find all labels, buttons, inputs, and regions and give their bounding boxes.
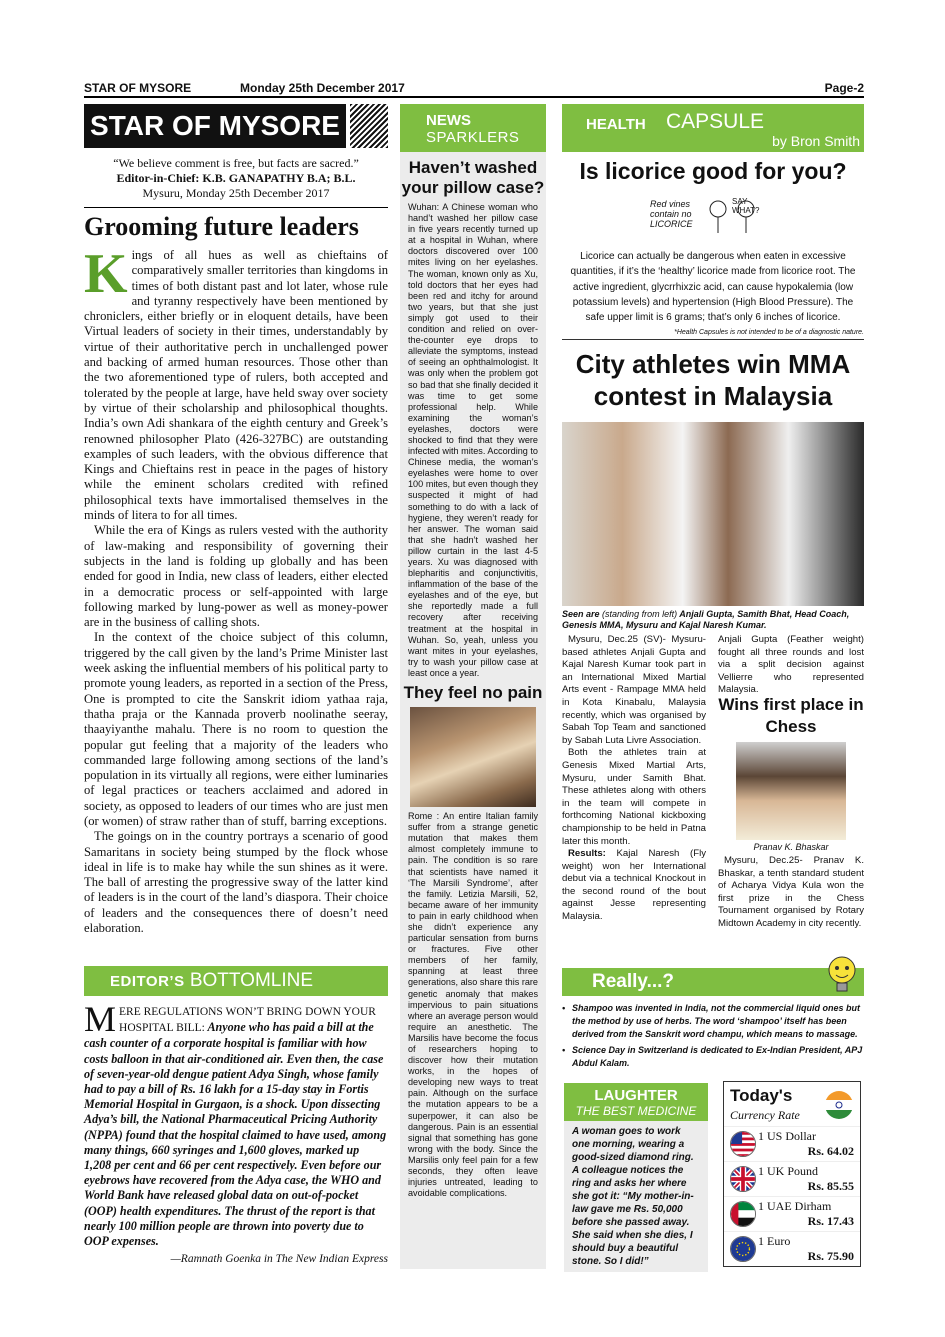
- mma-caption-bold-2: Anjali Gupta, Samith Bhat, Head Coach, Genesis MMA, Mysuru and Kajal Naresh Kumar.: [562, 609, 850, 631]
- header-date: Monday 25th December 2017: [240, 81, 405, 95]
- currency-name: 1 Euro: [758, 1234, 791, 1248]
- mma-headline: City athletes win MMA contest in Malaysia: [575, 349, 851, 412]
- right-column: [562, 104, 864, 631]
- bottomline-section: [84, 966, 388, 1265]
- health-label-bold: HEALTH: [586, 116, 646, 133]
- laughter-box: [564, 1083, 708, 1272]
- health-note: *Health Capsules is not intended to be of a diagnostic nature.: [562, 329, 864, 340]
- licorice-cartoon: [562, 189, 864, 245]
- header-page-number: Page-2: [824, 81, 864, 95]
- really-section: [562, 968, 864, 1070]
- news-sparklers-column: [400, 104, 546, 1269]
- masthead-editor: Editor-in-Chief: K.B. GANAPATHY B.A; B.L.: [116, 171, 356, 185]
- mma-paragraph-1: Mysuru, Dec.25 (SV)- Mysuru-based athletes Anjali Gupta and Kajal Naresh Kumar took part in an International Mixed Martial Arts event - Rampage MMA held in Kota Kinabalu, Malaysia recently, which was organised by Sabah Top Team and sanctioned by Sabah Luta Livre Association.: [562, 634, 706, 746]
- pillow-story-text: Wuhan: A Chinese woman who hand’t washed her pillow case in five years recently turned up at a hospital in Wuhan, where doctors discovered over 100 mites living on her eyelashes. The woman, known only as Xu, told doctors that her eyes had been red and itchy for around two years, but that she just simply got used to their condition and relied on over-the-counter eye drops to alleviate the symptoms, instead of seeing an ophthalmologist. It was only when the problem got so bad that she finally decided it was time to get some professional help. While examining the woman’s eyelashes, doctors were shocked to find that they were infected with mites. According to Chinese media, the woman’s eyelashes were home to over 100 mites, but even though they suspected it might of had something to do with a lack of hygiene, they weren’t ready for her answer. The woman said that she hadn’t washed her pillow curtain in the last 4-5 years. Xu was diagnosed with blepharitis and conjunctivitis, inflammation of the base of the eyelashes and of the eye, but she reportedly made a full recovery after receiving treatment at the hospital in Wuhan. So, yeah, unless you want mites in your eyelashes, try to wash your pillow case at least once a year.: [408, 202, 538, 678]
- cartoon-caption-2: SAY WHAT?: [732, 197, 760, 215]
- really-heading: [562, 968, 864, 996]
- masthead-dateline: Mysuru, Monday 25th December 2017: [142, 186, 330, 200]
- editorial-paragraph-4: The goings on in the country portrays a scenario of good Samaritans in society being stumped by the flock whose ideal in life is to make hay while the sun shines as it were. The ball of arresting the progressive sway of the latter kind of leaders is in the court of the land’s diaspora. Their choice of leaders and the consequences there of doesn’t need elaboration.: [84, 829, 388, 936]
- masthead: [84, 104, 388, 148]
- currency-box: [723, 1081, 861, 1267]
- chess-story: [718, 694, 864, 931]
- laughter-label-1: LAUGHTER: [594, 1087, 678, 1104]
- chess-winner-photo: [736, 742, 846, 840]
- editorial-paragraph-2: While the era of Kings as rulers vested with the authority of law-making and responsibility of governing their subjects in the land is folding up globally and has been ended for good in India, new class of leaders, either elected in a democratic process or self-appointed with large following marked by lung-power as well as money-power are in the business of calling shots.: [84, 523, 388, 630]
- editorial-body: [84, 243, 388, 936]
- chess-photo-caption: Pranav K. Bhaskar: [753, 842, 829, 852]
- currency-row-usd: [724, 1126, 860, 1161]
- currency-subtitle: Currency Rate: [730, 1108, 800, 1122]
- mma-caption-bold-1: Seen are: [562, 609, 600, 620]
- mma-photo-caption: [562, 609, 864, 631]
- bottomline-dropcap: M: [84, 999, 117, 1039]
- masthead-stripe: [350, 104, 388, 148]
- editorial-dropcap: K: [84, 243, 128, 305]
- marsili-photo: [410, 707, 536, 807]
- cartoon-caption-1: Red vines contain no LICORICE: [650, 199, 693, 229]
- bottomline-heading: [84, 966, 388, 996]
- masthead-title: STAR OF MYSORE: [84, 104, 346, 148]
- really-fact-1-text: Shampoo was invented in India, not the commercial liquid ones but the method by use of herbs. The word ‘shampoo’ itself has been derived from the Sanskrit word champu, which means to massage.: [572, 1003, 861, 1039]
- sparklers-label-1: NEWS: [426, 112, 471, 129]
- mma-paragraph-3: Kajal Naresh (Fly weight) won her International debut via a technical Knockout in the second round of the bout against Jesse representing Malaysia.: [562, 848, 707, 923]
- mma-caption-italic: (standing from left): [602, 609, 678, 620]
- chess-headline: Wins first place in Chess: [718, 695, 864, 736]
- currency-value: Rs. 85.55: [807, 1179, 854, 1193]
- currency-row-aed: [724, 1196, 860, 1231]
- bottomline-label-bold: EDITOR’S: [110, 973, 185, 990]
- mma-paragraph-2: Both the athletes train at Genesis Mixed Martial Arts, Mysuru, under Samith Bhat. These athletes along with others in the team will compete in forthcoming National kickboxing championship to be held in Patna later this month.: [562, 747, 706, 847]
- laughter-text: A woman goes to work one morning, wearing a good-sized diamond ring. A colleague notices the ring and asks her where she got it: “My mother-in-law gave me Rs. 50,000 before she passed away. She said when she dies, I should buy a beautiful stone. So I did!”: [572, 1126, 694, 1267]
- currency-value: Rs. 17.43: [807, 1214, 854, 1228]
- page-header: [84, 80, 864, 98]
- uk-flag-icon: [730, 1166, 756, 1192]
- india-flag-icon: [824, 1090, 854, 1120]
- laughter-heading: [564, 1083, 708, 1121]
- health-label-rest: CAPSULE: [666, 110, 765, 133]
- cartoon-figures-icon: [702, 195, 762, 239]
- bottomline-label-rest: BOTTOMLINE: [189, 970, 314, 991]
- licorice-text: Licorice can actually be dangerous when eaten in excessive quantities, if it’s the ‘healthy’ licorice made from licorice root. The active ingredient, glycrrhixzic acid, can cause hypokalemia (low potassium levels) and hypertension (High Blood Pressure). The safe upper limit is 6 grams; that’s only 6 inches of licorice.: [570, 251, 856, 324]
- masthead-info: [84, 156, 388, 201]
- really-fact-2-text: Science Day in Switzerland is dedicated to Ex-Indian President, APJ Abdul Kalam.: [572, 1045, 863, 1068]
- currency-row-gbp: [724, 1161, 860, 1196]
- currency-title: Today's: [730, 1086, 793, 1105]
- editorial-paragraph-1: ings of all hues as well as chieftains of comparatively smaller territories than kingdoms in times of both distant past and lot later, whose rule and tyranny respectively have been mentioned by chroniclers, either briefly or in eloquent details, have been Virtual leaders of society in their times, understandably by virtue of their authoritative perch in unchallenged power and backing of armed human resources. Those other than the two aforementioned type of rulers, both accepted and tolerated by the people at large, have held sway over society by virtue of their scholarship and philosophical thoughts. India’s own Adi shankara of the eighth century and Greek’s renowned philosopher Plato (426-327BC) are outstanding examples of such leaders, with the obvious difference that Kings and Chieftains rest in peace in the pages of history while the eminent scholars credited with refined philosophical texts have immortalised themselves in the minds of litera to for all times.: [84, 248, 388, 523]
- licorice-title: Is licorice good for you?: [579, 158, 847, 184]
- pain-story-text: Rome : An entire Italian family suffer from a strange genetic mutation that makes them almost completely immune to pain. The condition is so rare that scientists have named it ‘The Marsili Syndrome’, after the family. Letizia Marsili, 52, became aware of her immunity to pain in early childhood when she didn’t experience any particular sensation from burns or fractures. Five other members of her family, spanning at least three generations, also share this rare genetic anomaly that makes impervious to pain situations where an average person would require an anesthetic. The Marsilis have become the focus of researchers hoping to discover how their mutation works, in the hopes of developing new ways to treat pain. Although on the surface the mutation appears to be a superpower, it can also be dangerous. Pain is an essential signal that something has gone wrong with the body. Since the Marsilis only feel pain for a few seconds, they often leave injuries untreated, leading to avoidable complications.: [408, 811, 538, 1199]
- currency-name: 1 US Dollar: [758, 1129, 816, 1143]
- currency-name: 1 UAE Dirham: [758, 1199, 832, 1213]
- really-label: Really...?: [592, 971, 675, 992]
- mma-body-right: [718, 634, 864, 697]
- really-fact-2: • Science Day in Switzerland is dedicated to Ex-Indian President, APJ Abdul Kalam.: [562, 1045, 863, 1068]
- mma-athletes-photo: [562, 422, 864, 606]
- currency-row-eur: [724, 1231, 860, 1266]
- really-fact-1: • Shampoo was invented in India, not the commercial liquid ones but the method by use of herbs. The word ‘shampoo’ itself has been derived from the Sanskrit word champu, which means to massage.: [562, 1003, 861, 1039]
- bottomline-lead: ERE REGULATIONS WON’T BRING DOWN YOUR HOSPITAL BILL:: [119, 1006, 376, 1035]
- currency-heading: [724, 1082, 860, 1126]
- mma-paragraph-4: Anjali Gupta (Feather weight) fought all three rounds and lost via a split decision against Vellierre who represented Malaysia.: [718, 634, 864, 696]
- pillow-story-title: Haven’t washed your pillow case?: [401, 158, 545, 197]
- mma-body: [562, 634, 706, 924]
- bottomline-text: Anyone who has paid a bill at the cash counter of a corporate hospital is familiar with how costs balloon in that air-conditioned air. Even then, the case of seven-year-old dengue patient Adya Singh, whose family had to pay a bill of Rs. 16 lakh for a 15-day stay in Fortis Memorial Hospital in Gurgaon, is a shock. Upon dissecting Adya’s bill, the National Pharmaceutical Pricing Authority (NPPA) found that the hospital claimed to have used, among many things, 660 syringes and 1,600 gloves, marked up 1,208 per cent and 66 per cent respectively. Even before our eyebrows have recovered from the Adya case, the WHO and World Bank have released global data on out-of-pocket (OOP) health expenditures. The thrust of the report is that nearly 100 million people are thrown into poverty due to OOP expenses.: [84, 1020, 387, 1249]
- laughter-label-2: THE BEST MEDICINE: [575, 1104, 697, 1118]
- mma-results-label: Results:: [568, 848, 606, 860]
- sparklers-label-2: SPARKLERS: [426, 129, 520, 146]
- bottomline-body: [84, 999, 388, 1249]
- eu-flag-icon: [730, 1236, 756, 1262]
- chess-text: Mysuru, Dec.25- Pranav K. Bhaskar, a tenth standard student of Acharya Vidya Kula won the first prize in the Chess Tournament organised by Rotary Midtown Academy in city recently.: [718, 855, 864, 929]
- currency-value: Rs. 64.02: [807, 1144, 854, 1158]
- header-paper-name: STAR OF MYSORE: [84, 81, 192, 95]
- pain-story-title: They feel no pain: [403, 683, 543, 703]
- bottomline-credit: —Ramnath Goenka in The New Indian Express: [170, 1253, 388, 1266]
- health-capsule-heading: [562, 104, 864, 152]
- sparklers-heading: [400, 104, 546, 152]
- masthead-motto: “We believe comment is free, but facts are sacred.”: [113, 156, 359, 170]
- really-facts-list: [562, 1002, 864, 1070]
- editorial-headline: Grooming future leaders: [84, 207, 388, 242]
- uae-flag-icon: [730, 1201, 756, 1227]
- lightbulb-mascot-icon: [822, 954, 862, 998]
- health-byline: by Bron Smith: [772, 133, 860, 149]
- editorial-paragraph-3: In the context of the choice subject of this column, triggered by the call given by the land’s Prime Minister last week asking the influential members of his political party to promote young leaders, as reported in a section of the Press, One is prompted to cite the Sanskrit idiom yathaa raja, thatha praja or the Kannada proverb noolinathe seeray, thaayiyanthe mahalu. There is no room to question the popular gut feeling that a majority of the leaders who commanded large following among sections of the land’s population in its virtually all regions, were either luminaries of legal practices or teachers acclaimed and adored in society, as opposed to leaders of our times who are just men (or women) of straw rather than of stuff, barring exceptions.: [84, 630, 388, 828]
- us-flag-icon: [730, 1131, 756, 1157]
- currency-value: Rs. 75.90: [807, 1249, 854, 1263]
- currency-name: 1 UK Pound: [758, 1164, 819, 1178]
